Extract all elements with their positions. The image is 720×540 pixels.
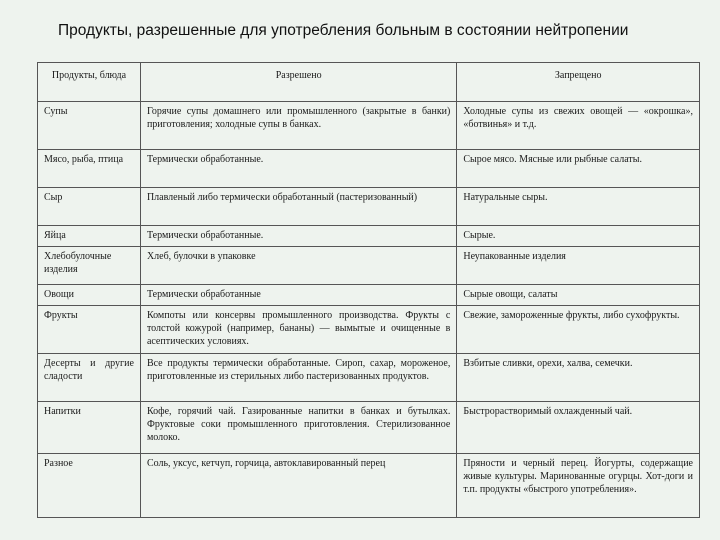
product-cell: Овощи [38,285,141,306]
allowed-cell: Компоты или консервы промышленного производства. Фрукты с толстой кожурой (например, бананы) — вымытые и очищенные в асептических условиях. [140,306,456,354]
forbidden-cell: Взбитые сливки, орехи, халва, семечки. [457,354,700,402]
product-cell: Супы [38,102,141,150]
allowed-cell: Кофе, горячий чай. Газированные напитки в банках и бутылках. Фруктовые соки промышленного приготовления. Стерилизованное молоко. [140,402,456,454]
allowed-cell: Плавленый либо термически обработанный (пастеризованный) [140,188,456,226]
table-row [38,247,700,285]
table-row [38,354,700,402]
forbidden-cell: Холодные супы из свежих овощей — «окрошка», «ботвинья» и т.д. [457,102,700,150]
table-row [38,306,700,354]
forbidden-cell: Сырое мясо. Мясные или рыбные салаты. [457,150,700,188]
allowed-cell: Горячие супы домашнего или промышленного (закрытые в банки) приготовления; холодные супы в банках. [140,102,456,150]
product-cell: Мясо, рыба, птица [38,150,141,188]
forbidden-cell: Неупакованные изделия [457,247,700,285]
table-row [38,402,700,454]
header-allowed: Разрешено [140,63,456,102]
forbidden-cell: Быстрорастворимый охлажденный чай. [457,402,700,454]
table-row [38,226,700,247]
forbidden-cell: Сырые. [457,226,700,247]
product-cell: Разное [38,454,141,518]
forbidden-cell: Свежие, замороженные фрукты, либо сухофрукты. [457,306,700,354]
product-cell: Хлебобулочные изделия [38,247,141,285]
table-row [38,454,700,518]
forbidden-cell: Натуральные сыры. [457,188,700,226]
product-cell: Фрукты [38,306,141,354]
table-row [38,188,700,226]
allowed-cell: Термически обработанные [140,285,456,306]
product-cell: Десерты и другие сладости [38,354,141,402]
table-row [38,102,700,150]
allowed-cell: Хлеб, булочки в упаковке [140,247,456,285]
header-products: Продукты, блюда [38,63,141,102]
forbidden-cell: Пряности и черный перец. Йогурты, содержащие живые культуры. Маринованные огурцы. Хот-доги и т.п. продукты «быстрого употребления». [457,454,700,518]
table-row [38,285,700,306]
table-row [38,150,700,188]
product-cell: Сыр [38,188,141,226]
allowed-cell: Термически обработанные. [140,150,456,188]
allowed-cell: Термически обработанные. [140,226,456,247]
table-header-row [38,63,700,102]
allowed-cell: Соль, уксус, кетчуп, горчица, автоклавированный перец [140,454,456,518]
product-cell: Напитки [38,402,141,454]
product-cell: Яйца [38,226,141,247]
products-table [37,62,700,518]
header-forbidden: Запрещено [457,63,700,102]
allowed-cell: Все продукты термически обработанные. Сироп, сахар, мороженое, приготовленные из стерильных либо пастеризованных продуктов. [140,354,456,402]
forbidden-cell: Сырые овощи, салаты [457,285,700,306]
page-title: Продукты, разрешенные для употребления больным в состоянии нейтропении [58,22,629,39]
